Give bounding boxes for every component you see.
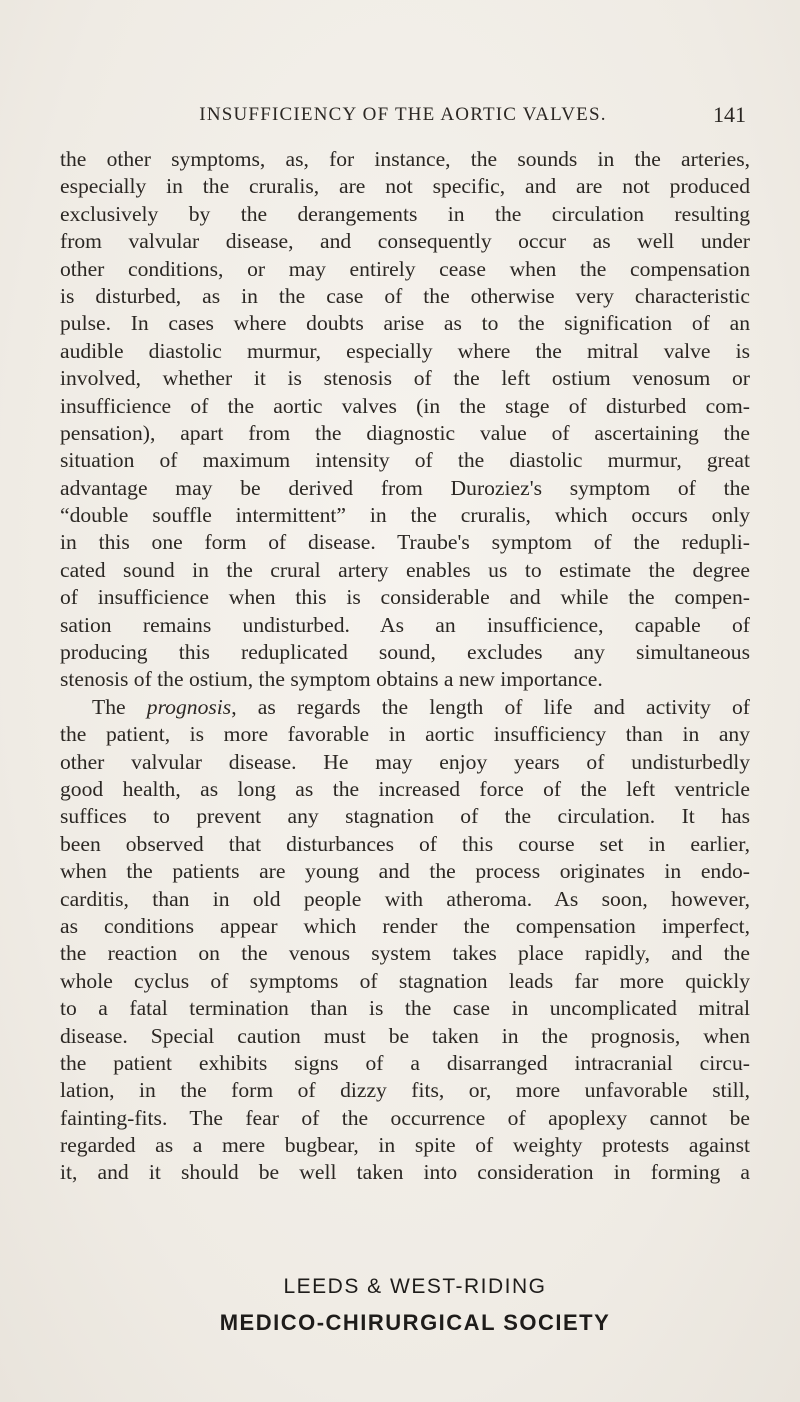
page-number: 141: [713, 102, 746, 127]
text-line: in this one form of disease. Traube's symptom of the redupli-: [60, 530, 750, 555]
text-line: pulse. In cases where doubts arise as to the signification of an: [60, 311, 750, 336]
text-line: is disturbed, as in the case of the otherwise very characteristic: [60, 283, 750, 308]
text-line: exclusively by the derangements in the circulation resulting: [60, 201, 750, 226]
text-line: situation of maximum intensity of the diastolic murmur, great: [60, 448, 750, 473]
text-line: sation remains undisturbed. As an insufficience, capable of: [60, 612, 750, 637]
text-line: stenosis of the ostium, the symptom obtains a new importance.: [60, 667, 603, 692]
para-start-word: The: [92, 694, 126, 719]
library-stamp-line-1: LEEDS & WEST-RIDING: [283, 1275, 547, 1298]
text-line: the reaction on the venous system takes place rapidly, and the: [60, 941, 750, 966]
text-line: advantage may be derived from Duroziez's symptom of the: [60, 475, 750, 500]
text-line: from valvular disease, and consequently occur as well under: [60, 229, 750, 254]
text-line: whole cyclus of symptoms of stagnation leads far more quickly: [60, 968, 750, 993]
text-line: involved, whether it is stenosis of the left ostium venosum or: [60, 366, 750, 391]
text-line: when the patients are young and the process originates in endo-: [60, 859, 750, 884]
text-line: regarded as a mere bugbear, in spite of weighty protests against: [60, 1133, 750, 1158]
text-line: been observed that disturbances of this course set in earlier,: [60, 831, 750, 856]
text-line: the patient, is more favorable in aortic insufficiency than in any: [60, 722, 750, 747]
text-line: suffices to prevent any stagnation of the circulation. It has: [60, 804, 750, 829]
text-line: producing this reduplicated sound, excludes any simultaneous: [60, 640, 750, 665]
text-line: audible diastolic murmur, especially where the mitral valve is: [60, 338, 750, 363]
text-line: other valvular disease. He may enjoy years of undisturbedly: [60, 749, 750, 774]
text-line: disease. Special caution must be taken in the prognosis, when: [60, 1023, 750, 1048]
library-stamp-line-2: MEDICO-CHIRURGICAL SOCIETY: [219, 1310, 611, 1335]
text-line: other conditions, or may entirely cease when the compensation: [60, 256, 750, 281]
text-line: the other symptoms, as, for instance, the sounds in the arteries,: [60, 147, 750, 171]
prognosis-italic: prognosis: [146, 694, 232, 719]
text-line: as conditions appear which render the compensation imperfect,: [60, 913, 750, 938]
text-line: cated sound in the crural artery enables us to estimate the degree: [60, 557, 750, 582]
text-line: of insufficience when this is considerable and while the compen-: [60, 585, 750, 610]
text-line: insufficience of the aortic valves (in the stage of disturbed com-: [60, 393, 750, 418]
text-line: fainting-fits. The fear of the occurrence of apoplexy cannot be: [60, 1105, 750, 1130]
page-header: [60, 104, 746, 138]
para-start-rest: , as regards the length of life and activity of: [231, 694, 750, 719]
text-line: it, and it should be well taken into consideration in forming a: [60, 1160, 750, 1185]
text-line: the patient exhibits signs of a disarranged intracranial circu-: [60, 1050, 750, 1075]
paragraph-start-line: [60, 694, 750, 721]
running-head: INSUFFICIENCY OF THE AORTIC VALVES.: [199, 104, 607, 125]
text-line: especially in the cruralis, are not specific, and are not produced: [60, 174, 750, 199]
text-line: lation, in the form of dizzy fits, or, more unfavorable still,: [60, 1078, 750, 1103]
body-text: [60, 146, 750, 1187]
text-line: pensation), apart from the diagnostic value of ascertaining the: [60, 420, 750, 445]
text-line: “double souffle intermittent” in the cruralis, which occurs only: [60, 503, 750, 528]
text-line: carditis, than in old people with atheroma. As soon, however,: [60, 886, 750, 911]
text-line: to a fatal termination than is the case in uncomplicated mitral: [60, 996, 750, 1021]
text-line: good health, as long as the increased force of the left ventricle: [60, 776, 750, 801]
